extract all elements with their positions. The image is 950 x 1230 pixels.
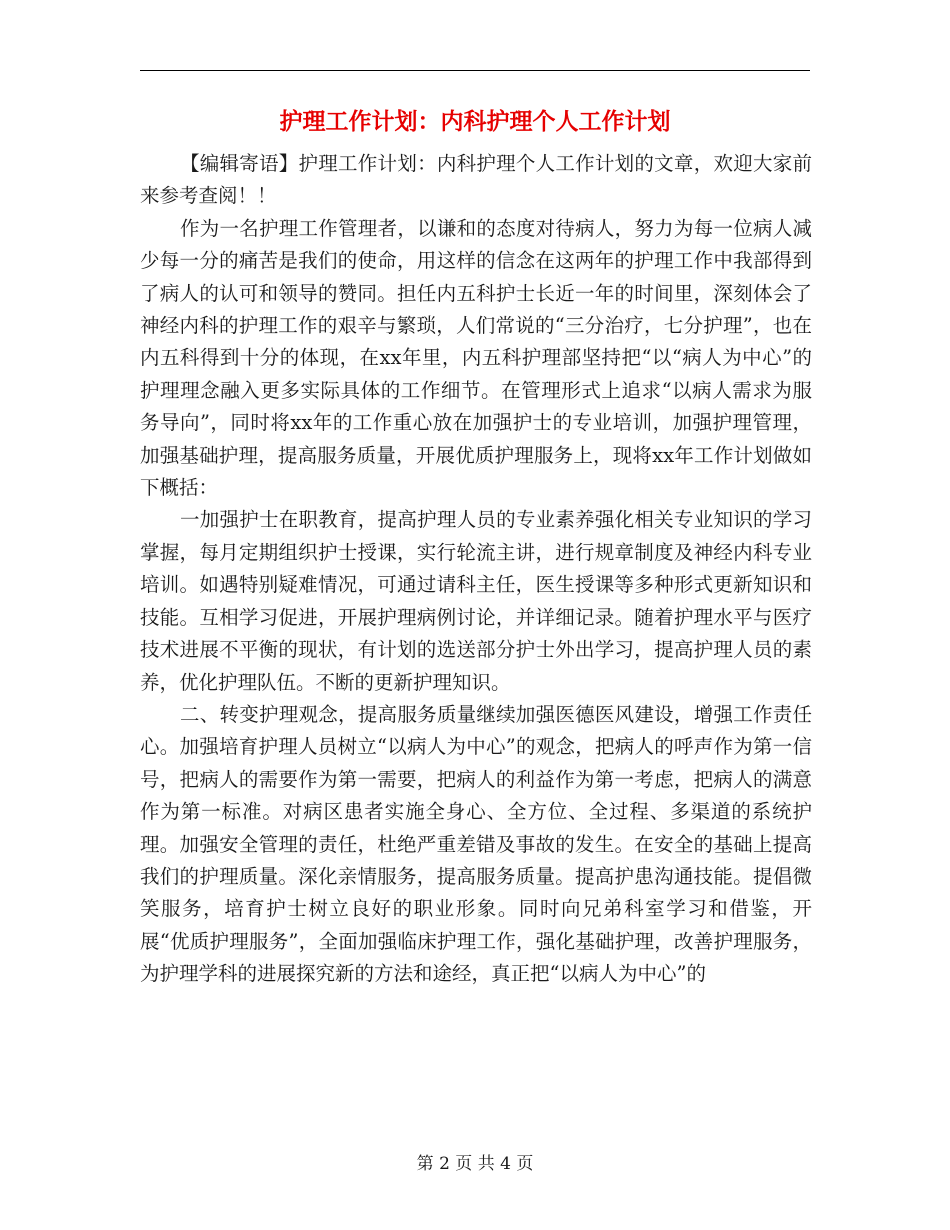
document-title: 护理工作计划：内科护理个人工作计划 [279, 108, 671, 135]
document-body [140, 148, 812, 991]
header-rule [140, 70, 810, 71]
paragraph-editor-note: 【编辑寄语】护理工作计划：内科护理个人工作计划的文章，欢迎大家前来参考查阅！！ [140, 152, 812, 208]
paragraph-section-one: 一加强护士在职教育，提高护理人员的专业素养强化相关专业知识的学习掌握，每月定期组织护士授课，实行轮流主讲，进行规章制度及神经内科专业培训。如遇特别疑难情况，可通过请科主任，医生授课等多种形式更新知识和技能。互相学习促进，开展护理病例讨论，并详细记录。随着护理水平与医疗技术进展不平衡的现状，有计划的选送部分护士外出学习，提高护理人员的素养，优化护理队伍。不断的更新护理知识。 [140, 508, 812, 694]
paragraph-introduction: 作为一名护理工作管理者，以谦和的态度对待病人，努力为每一位病人减少每一分的痛苦是我们的使命，用这样的信念在这两年的护理工作中我部得到了病人的认可和领导的赞同。担任内五科护士长近一年的时间里，深刻体会了神经内科的护理工作的艰辛与繁琐，人们常说的“三分治疗，七分护理”，也在内五科得到十分的体现，在xx年里，内五科护理部坚持把“以“病人为中心”的护理理念融入更多实际具体的工作细节。在管理形式上追求“以病人需求为服务导向”，同时将xx年的工作重心放在加强护士的专业培训，加强护理管理，加强基础护理，提高服务质量，开展优质护理服务上，现将xx年工作计划做如下概括： [140, 216, 812, 500]
paragraph-section-two: 二、转变护理观念，提高服务质量继续加强医德医风建设，增强工作责任心。加强培育护理人员树立“以病人为中心”的观念，把病人的呼声作为第一信号，把病人的需要作为第一需要，把病人的利益作为第一考虑，把病人的满意作为第一标准。对病区患者实施全身心、全方位、全过程、多渠道的系统护理。加强安全管理的责任，杜绝严重差错及事故的发生。在安全的基础上提高我们的护理质量。深化亲情服务，提高服务质量。提高护患沟通技能。提倡微笑服务，培育护士树立良好的职业形象。同时向兄弟科室学习和借鉴，开展“优质护理服务”，全面加强临床护理工作，强化基础护理，改善护理服务，为护理学科的进展探究新的方法和途经，真正把“以病人为中心”的 [140, 702, 812, 986]
page-number-footer: 第 2 页 共 4 页 [416, 1154, 534, 1174]
